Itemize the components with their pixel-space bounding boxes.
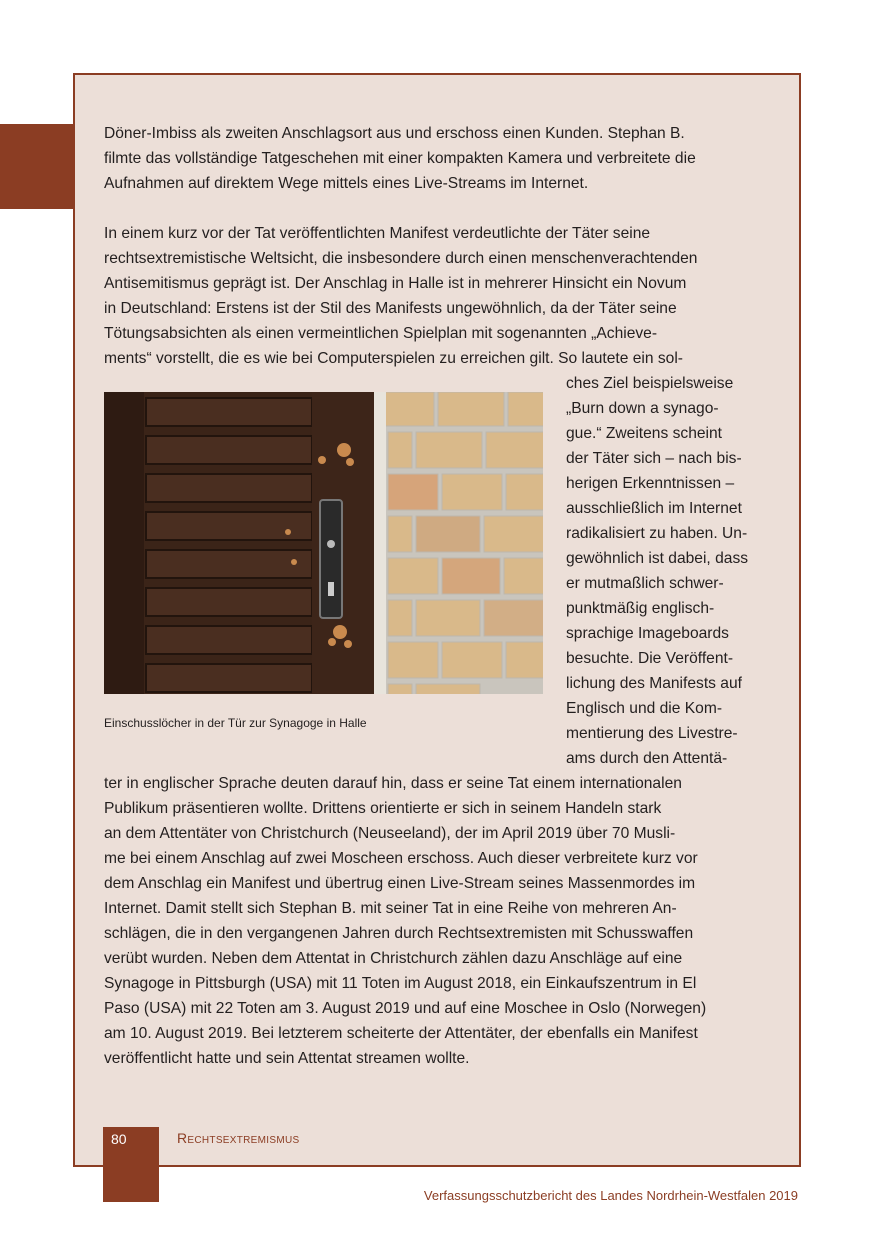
- paragraph-2-line: ter in englischer Sprache deuten darauf hin, dass er seine Tat einem internationalen: [104, 775, 682, 792]
- wrap-line: gewöhnlich ist dabei, dass: [566, 550, 749, 567]
- chapter-marker-tab: [0, 124, 74, 209]
- paragraph-2-line: rechtsextremistische Weltsicht, die insbesondere durch einen menschenverachtenden: [104, 250, 698, 267]
- paragraph-2-line: Internet. Damit stellt sich Stephan B. mit seiner Tat in eine Reihe von mehreren An-: [104, 900, 677, 917]
- paragraph-2-line: in Deutschland: Erstens ist der Stil des Manifests ungewöhnlich, da der Täter seine: [104, 300, 677, 317]
- paragraph-2-line: me bei einem Anschlag auf zwei Moscheen erschoss. Auch dieser verbreitete kurz vor: [104, 850, 698, 867]
- paragraph-2-line: In einem kurz vor der Tat veröffentlichten Manifest verdeutlichte der Täter seine: [104, 225, 651, 242]
- paragraph-2-continued: [104, 771, 770, 1071]
- paragraph-2-line: schlägen, die in den vergangenen Jahren durch Rechtsextremisten mit Schusswaffen: [104, 925, 694, 942]
- page-number: 80: [111, 1131, 127, 1147]
- paragraph-2: [104, 221, 770, 371]
- footer-publication-title: Verfassungsschutzbericht des Landes Nordrhein-Westfalen 2019: [423, 1188, 798, 1203]
- paragraph-1-line: filmte das vollständige Tatgeschehen mit einer kompakten Kamera und verbreitete die: [104, 150, 696, 167]
- wrap-line: lichung des Manifests auf: [566, 675, 742, 692]
- paragraph-2-line: Synagoge in Pittsburgh (USA) mit 11 Toten im August 2018, ein Einkaufszentrum in El: [104, 975, 697, 992]
- paragraph-2-line: am 10. August 2019. Bei letzterem scheiterte der Attentäter, der ebenfalls ein Manifest: [104, 1025, 698, 1042]
- paragraph-1-line: Döner-Imbiss als zweiten Anschlagsort aus und erschoss einen Kunden. Stephan B.: [104, 125, 685, 142]
- wrap-line: herigen Erkenntnissen –: [566, 475, 735, 492]
- paragraph-2-line: veröffentlicht hatte und sein Attentat streamen wollte.: [104, 1050, 470, 1067]
- paragraph-2-wrap-column: [566, 371, 776, 771]
- wrap-line: gue.“ Zweitens scheint: [566, 425, 723, 442]
- wrap-line: ausschließlich im Internet: [566, 500, 742, 517]
- wrap-line: punktmäßig englisch-: [566, 600, 715, 617]
- paragraph-2-line: verübt wurden. Neben dem Attentat in Christchurch zählen dazu Anschläge auf eine: [104, 950, 683, 967]
- paragraph-2-line: Paso (USA) mit 22 Toten am 3. August 2019 und auf eine Moschee in Oslo (Norwegen): [104, 1000, 707, 1017]
- wrap-line: ches Ziel beispielsweise: [566, 375, 734, 392]
- photo-caption: Einschusslöcher in der Tür zur Synagoge in Halle: [104, 716, 367, 730]
- synagogue-door-photo: [104, 392, 543, 694]
- paragraph-2-line: Tötungsabsichten als einen vermeintlichen Spielplan mit sogenannten „Achieve-: [104, 325, 658, 342]
- wrap-line: mentierung des Livestre-: [566, 725, 738, 742]
- section-title: Rechtsextremismus: [177, 1130, 300, 1146]
- wrap-line: Englisch und die Kom-: [566, 700, 723, 717]
- wrap-line: besuchte. Die Veröffent-: [566, 650, 734, 667]
- paragraph-2-line: Antisemitismus geprägt ist. Der Anschlag in Halle ist in mehrerer Hinsicht ein Novum: [104, 275, 687, 292]
- wrap-line: der Täter sich – nach bis-: [566, 450, 742, 467]
- wrap-line: sprachige Imageboards: [566, 625, 729, 642]
- wrap-line: er mutmaßlich schwer-: [566, 575, 724, 592]
- paragraph-2-line: Publikum präsentieren wollte. Drittens orientierte er sich in seinem Handeln stark: [104, 800, 662, 817]
- paragraph-2-line: ments“ vorstellt, die es wie bei Computerspielen zu erreichen gilt. So lautete ein sol-: [104, 350, 683, 367]
- wrap-line: radikalisiert zu haben. Un-: [566, 525, 748, 542]
- paragraph-2-line: dem Anschlag ein Manifest und übertrug einen Live-Stream seines Massenmordes im: [104, 875, 696, 892]
- paragraph-2-line: an dem Attentäter von Christchurch (Neuseeland), der im April 2019 über 70 Musli-: [104, 825, 676, 842]
- paragraph-1: [104, 121, 770, 196]
- wrap-line: „Burn down a synago-: [566, 400, 719, 417]
- paragraph-1-line: Aufnahmen auf direktem Wege mittels eines Live-Streams im Internet.: [104, 175, 589, 192]
- wrap-line: ams durch den Attentä-: [566, 750, 728, 767]
